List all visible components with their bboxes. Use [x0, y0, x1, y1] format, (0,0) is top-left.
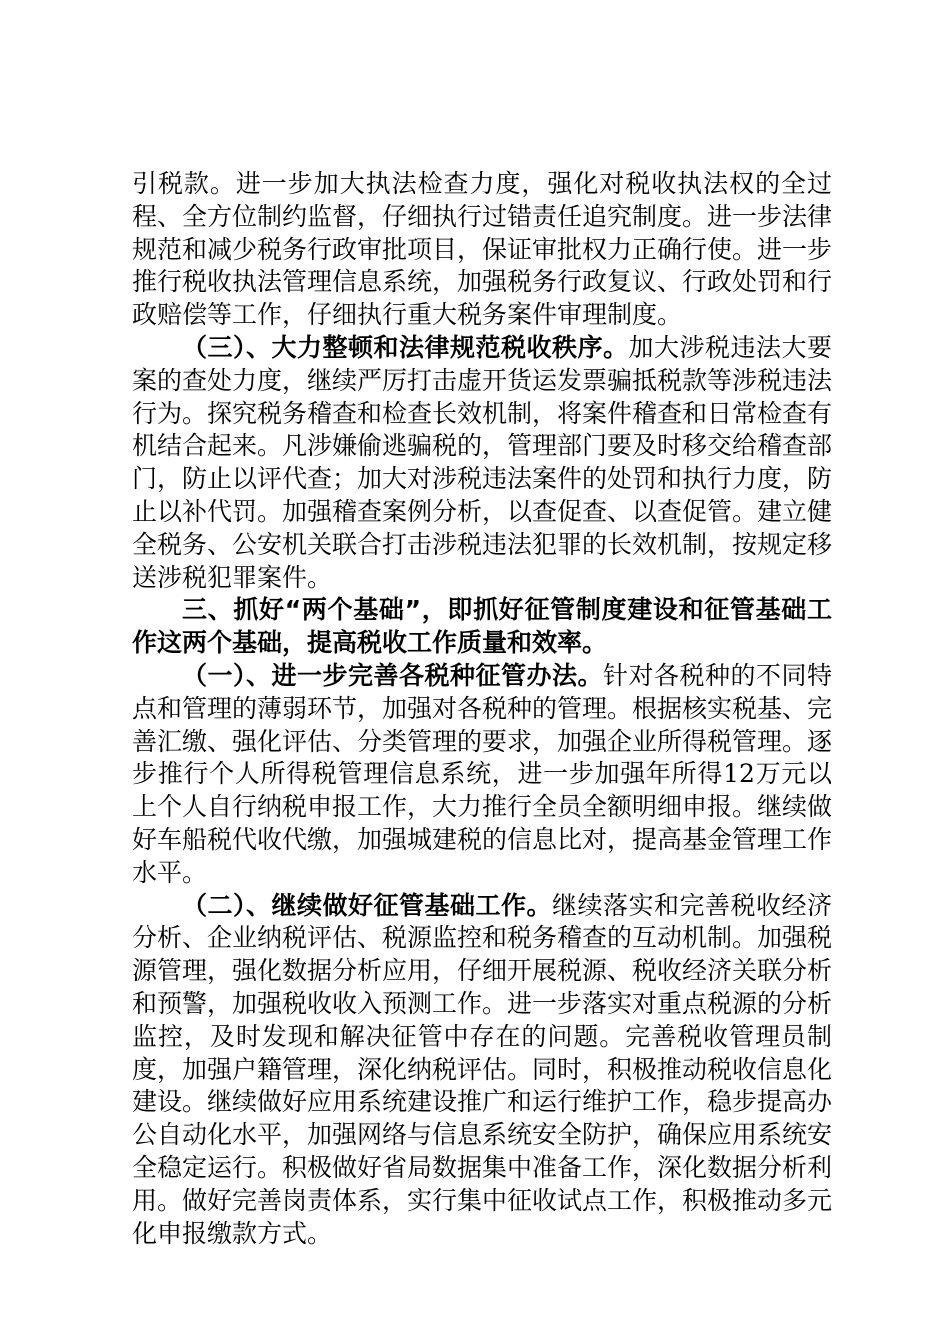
section-body-text: 继续落实和完善税收经济分析、企业纳税评估、税源监控和税务稽查的互动机制。加强税源管理，强化数据分析应用，仔细开展税源、税收经济关联分析和预警，加强税收收入预测工作。进一步落实对重点税源的分析监控，及时发现和解决征管中存在的问题。完善税收管理员制度，加强户籍管理，深化纳税评估。同时，积极推动税收信息化建设。继续做好应用系统建设推广和运行维护工作，稳步提高办公自动化水平，加强网络与信息系统安全防护，确保应用系统安全稳定运行。积极做好省局数据集中准备工作，深化数据分析利用。做好完善岗责体系，实行集中征收试点工作，积极推动多元化申报缴款方式。	[132, 890, 833, 1248]
section-lead-title: （一）、进一步完善各税种征管办法。	[182, 660, 603, 690]
paragraph-section-3	[132, 332, 832, 594]
section-body-text: 针对各税种的不同特点和管理的薄弱环节，加强对各税种的管理。根据核实税基、完善汇缴、强化评估、分类管理的要求，加强企业所得税管理。逐步推行个人所得税管理信息系统，进一步加强年所得12万元以上个人自行纳税申报工作，大力推行全员全额明细申报。继续做好车船税代收代缴，加强城建税的信息比对，提高基金管理工作水平。	[132, 660, 833, 887]
paragraph-section-1	[132, 660, 832, 890]
paragraph-section-2	[132, 890, 832, 1251]
heading-part-three: 三、抓好“两个基础”，即抓好征管制度建设和征管基础工作这两个基础，提高税收工作质量和效率。	[132, 595, 832, 658]
paragraph-continued: 引税款。进一步加大执法检查力度，强化对税收执法权的全过程、全方位制约监督，仔细执行过错责任追究制度。进一步法律规范和减少税务行政审批项目，保证审批权力正确行使。进一步推行税收执法管理信息系统，加强税务行政复议、行政处罚和行政赔偿等工作，仔细执行重大税务案件审理制度。	[132, 169, 833, 330]
section-lead-title: （三）、大力整顿和法律规范税收秩序。	[182, 332, 629, 362]
document-page	[132, 168, 832, 1250]
section-body-text: 加大涉税违法大要案的查处力度，继续严厉打击虚开货运发票骗抵税款等涉税违法行为。探究税务稽查和检查长效机制，将案件稽查和日常检查有机结合起来。凡涉嫌偷逃骗税的，管理部门要及时移交给稽查部门，防止以评代查；加大对涉税违法案件的处罚和执行力度，防止以补代罚。加强稽查案例分析，以查促查、以查促管。建立健全税务、公安机关联合打击涉税违法犯罪的长效机制，按规定移送涉税犯罪案件。	[132, 332, 833, 592]
section-lead-title: （二）、继续做好征管基础工作。	[182, 890, 552, 920]
